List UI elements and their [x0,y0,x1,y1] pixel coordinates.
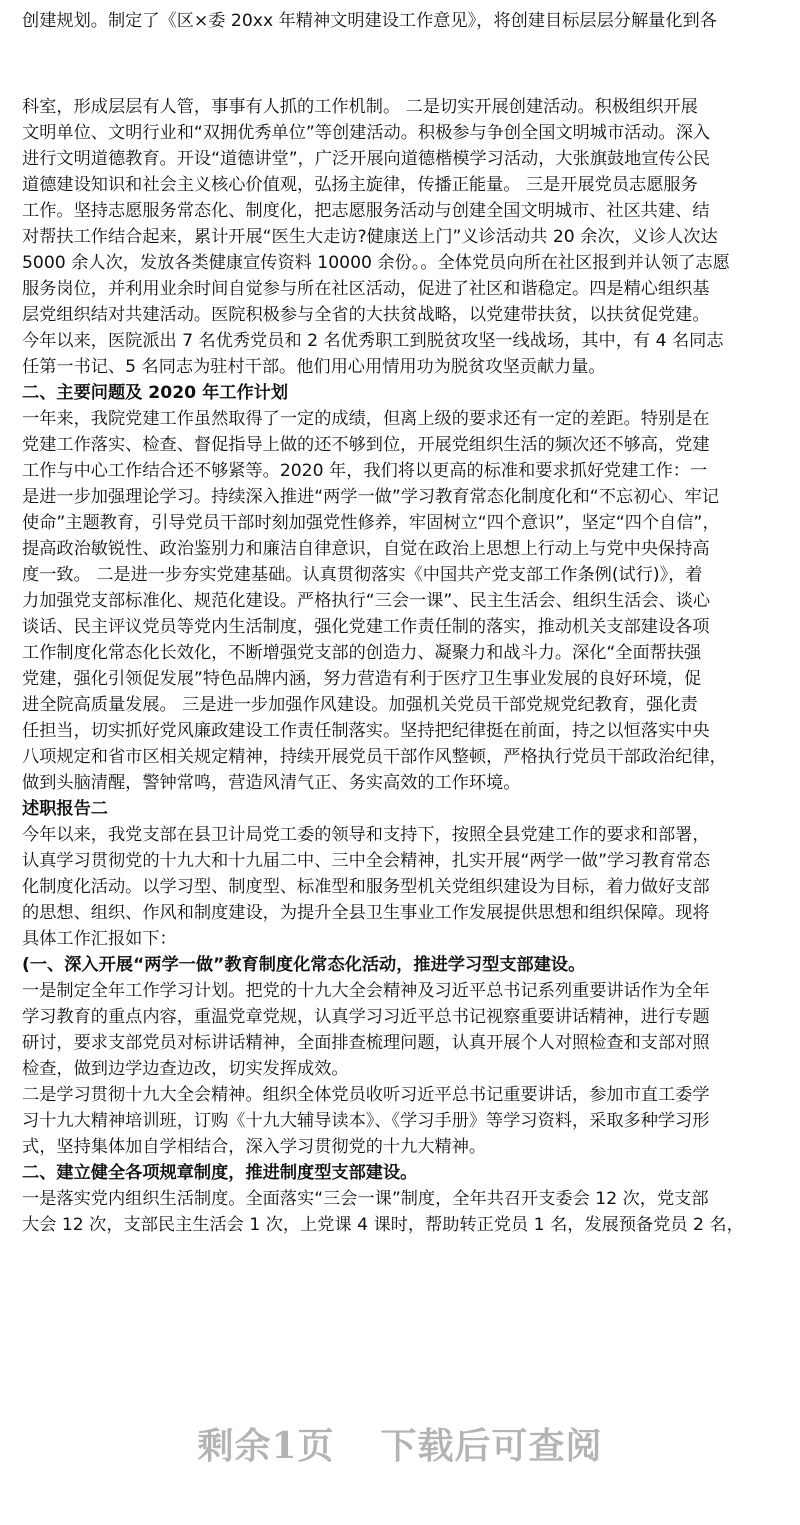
paragraph-line: 任担当，切实抓好党风廉政建设工作责任制落实。坚持把纪律挺在前面，持之以恒落实中央 [22,721,710,741]
paragraph-line: 的思想、组织、作风和制度建设，为提升全县卫生事业工作发展提供思想和组织保障。现将 [22,903,710,923]
paragraph-line: 二是学习贯彻十九大全会精神。组织全体党员收听习近平总书记重要讲话，参加市直工委学 [22,1085,710,1105]
paragraph-line: 度一致。 二是进一步夯实党建基础。认真贯彻落实《中国共产党支部工作条例(试行)》，着 [22,565,703,585]
section-heading: (一、深入开展“两学一做”教育制度化常态化活动，推进学习型支部建设。 [22,955,586,975]
download-banner[interactable] [0,1418,800,1469]
paragraph-line: 党建，强化引领促发展”特色品牌内涵，努力营造有利于医疗卫生事业发展的良好环境，促 [22,669,702,689]
paragraph-line: 提高政治敏锐性、政治鉴别力和廉洁自律意识，自觉在政治上思想上行动上与党中央保持高 [22,539,710,559]
paragraph-line: 今年以来，我党支部在县卫计局党工委的领导和支持下，按照全县党建工作的要求和部署， [22,825,710,845]
paragraph-line: 力加强党支部标准化、规范化建设。严格执行“三会一课”、民主生活会、组织生活会、谈心 [22,591,711,611]
paragraph-line: 工作与中心工作结合还不够紧等。2020 年，我们将以更高的标准和要求抓好党建工作：一 [22,461,708,481]
paragraph-line: 具体工作汇报如下： [22,929,177,949]
paragraph-line: 式，坚持集体加自学相结合，深入学习贯彻党的十九大精神。 [22,1137,487,1157]
paragraph-line: 进行文明道德教育。开设“道德讲堂”，广泛开展向道德楷模学习活动，大张旗鼓地宣传公民 [22,149,711,169]
paragraph-line: 一年来，我院党建工作虽然取得了一定的成绩，但离上级的要求还有一定的差距。特别是在 [22,409,710,429]
paragraph-line: 5000 余人次，发放各类健康宣传资料 10000 余份。。全体党员向所在社区报到并认领了志愿 [22,253,730,273]
section-heading: 二、主要问题及 2020 年工作计划 [22,383,289,403]
paragraph-line: 党建工作落实、检查、督促指导上做的还不够到位，开展党组织生活的频次还不够高，党建 [22,435,710,455]
paragraph-line: 八项规定和省市区相关规定精神，持续开展党员干部作风整顿，严格执行党员干部政治纪律， [22,747,727,767]
paragraph-line: 对帮扶工作结合起来，累计开展“医生大走访?健康送上门”义诊活动共 20 余次，义诊人次达 [22,227,718,247]
paragraph-line: 化制度化活动。以学习型、制度型、标准型和服务型机关党组织建设为目标，着力做好支部 [22,877,710,897]
paragraph-line: 科室，形成层层有人管，事事有人抓的工作机制。 二是切实开展创建活动。积极组织开展 [22,97,698,117]
paragraph-line: 做到头脑清醒，警钟常鸣，营造风清气正、务实高效的工作环境。 [22,773,521,793]
paragraph-line: 工作制度化常态化长效化，不断增强党支部的创造力、凝聚力和战斗力。深化“全面帮扶强 [22,643,702,663]
remaining-pages-label: 剩余1页 [197,1425,335,1467]
paragraph-line: 任第一书记、5 名同志为驻村干部。他们用心用情用功为脱贫攻坚贡献力量。 [22,357,606,377]
paragraph-line: 谈话、民主评议党员等党内生活制度，强化党建工作责任制的落实，推动机关支部建设各项 [22,617,710,637]
paragraph-line: 大会 12 次，支部民主生活会 1 次，上党课 4 课时，帮助转正党员 1 名，发展预备党员 2 名， [22,1215,744,1235]
section-heading: 二、建立健全各项规章制度，推进制度型支部建设。 [22,1163,418,1183]
paragraph-line: 是进一步加强理论学习。持续深入推进“两学一做”学习教育常态化制度化和“不忘初心、牢记 [22,487,720,507]
paragraph-line: 服务岗位，并利用业余时间自觉参与所在社区活动，促进了社区和谐稳定。四是精心组织基 [22,279,710,299]
paragraph-line: 一是制定全年工作学习计划。把党的十九大全会精神及习近平总书记系列重要讲话作为全年 [22,981,710,1001]
paragraph-line: 工作。坚持志愿服务常态化、制度化，把志愿服务活动与创建全国文明城市、社区共建、结 [22,201,710,221]
download-to-view-label[interactable]: 下载后可查阅 [380,1425,603,1467]
paragraph-line: 进全院高质量发展。 三是进一步加强作风建设。加强机关党员干部党规党纪教育，强化责 [22,695,698,715]
paragraph-line: 学习教育的重点内容，重温党章党规，认真学习习近平总书记视察重要讲话精神，进行专题 [22,1007,710,1027]
paragraph-line: 层党组织结对共建活动。医院积极参与全省的大扶贫战略，以党建带扶贫，以扶贫促党建。 [22,305,710,325]
paragraph-line: 一是落实党内组织生活制度。全面落实“三会一课”制度，全年共召开支委会 12 次，党支部 [22,1189,709,1209]
paragraph-line: 今年以来，医院派出 7 名优秀党员和 2 名优秀职工到脱贫攻坚一线战场，其中，有 4 名同志 [22,331,724,351]
paragraph-line: 检查，做到边学边查边改，切实发挥成效。 [22,1059,349,1079]
section-heading: 述职报告二 [22,799,108,819]
paragraph-line: 创建规划。制定了《区×委 20xx 年精神文明建设工作意见》，将创建目标层层分解量化到各 [22,11,717,31]
paragraph-line: 习十九大精神培训班，订购《十九大辅导读本》、《学习手册》等学习资料，采取多种学习形 [22,1111,710,1131]
paragraph-line: 文明单位、文明行业和“双拥优秀单位”等创建活动。积极参与争创全国文明城市活动。深入 [22,123,711,143]
paragraph-line: 道德建设知识和社会主义核心价值观，弘扬主旋律，传播正能量。 三是开展党员志愿服务 [22,175,698,195]
paragraph-line: 使命”主题教育，引导党员干部时刻加强党性修养，牢固树立“四个意识”，坚定“四个自信”， [22,513,720,533]
paragraph-line: 研讨，要求支部党员对标讲话精神，全面排查梳理问题，认真开展个人对照检查和支部对照 [22,1033,710,1053]
paragraph-line: 认真学习贯彻党的十九大和十九届二中、三中全会精神，扎实开展“两学一做”学习教育常态 [22,851,711,871]
